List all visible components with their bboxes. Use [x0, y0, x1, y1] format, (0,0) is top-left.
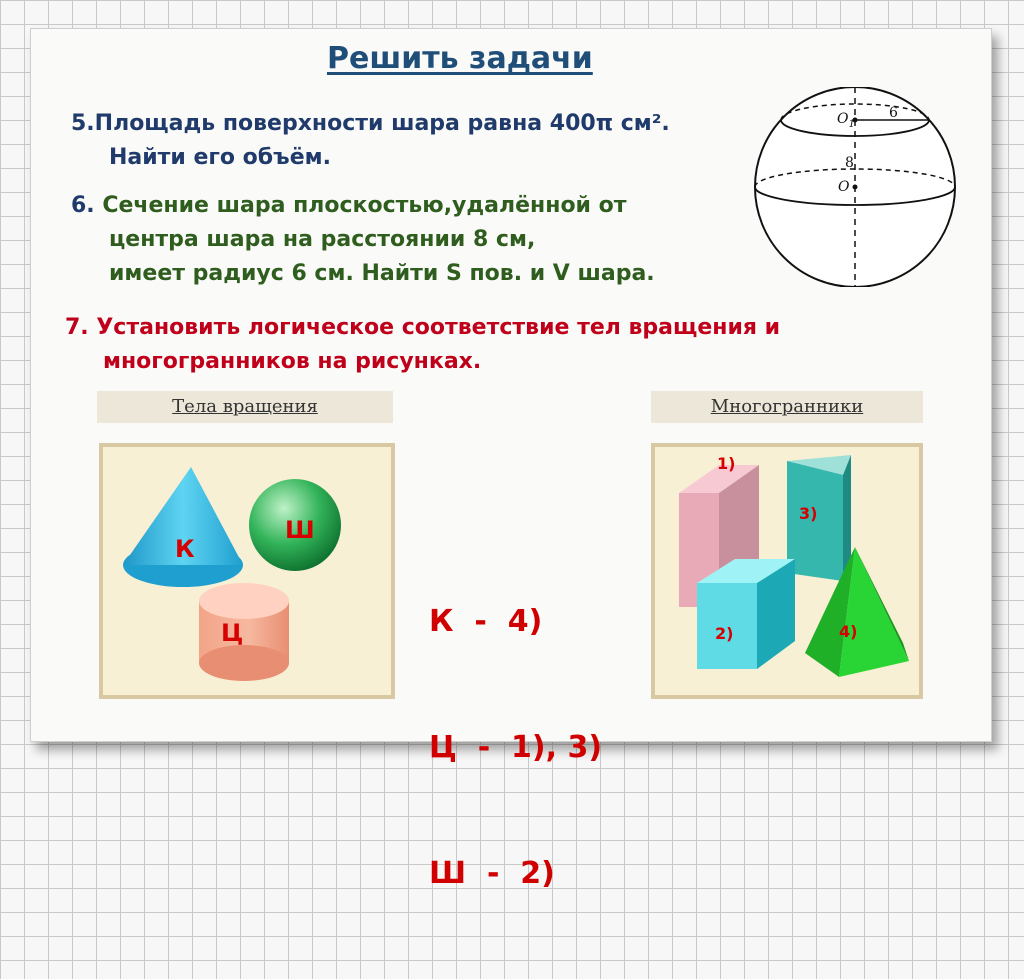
polyhedra-heading: Многогранники — [651, 391, 923, 423]
slide — [30, 28, 992, 891]
sphere-shape — [249, 479, 341, 571]
task-5-line-2: Найти его объём. — [109, 145, 331, 170]
task-6-number: 6. — [71, 193, 95, 218]
bodies-of-revolution-panel — [99, 443, 395, 699]
cylinder-shape — [199, 583, 289, 681]
task-5-line-1: Площадь поверхности шара равна 400π см². — [94, 111, 670, 136]
polyhedra-panel — [651, 443, 923, 699]
task-5-number: 5. — [71, 111, 95, 136]
task-6-line-3: имеет радиус 6 см. Найти S пов. и V шара. — [109, 261, 655, 286]
label-distance-8: 8 — [845, 155, 854, 171]
label-radius-6: 6 — [889, 105, 898, 121]
page-title: Решить задачи — [327, 41, 593, 76]
polyhedron-2-cube — [697, 559, 795, 669]
center-o — [853, 185, 858, 190]
polyhedron-3-label: 3) — [799, 504, 818, 523]
answer-line-1: К - 4) — [429, 604, 543, 639]
polyhedron-2-label: 2) — [715, 624, 734, 643]
task-6-line-2: центра шара на расстоянии 8 см, — [109, 227, 536, 252]
cone-label: К — [175, 535, 195, 563]
task-7-line-2: многогранников на рисунках. — [103, 349, 482, 374]
task-7 — [65, 311, 780, 379]
label-o1: $O_1$ — [837, 111, 855, 130]
polyhedron-4-label: 4) — [839, 622, 858, 641]
answer-line-2: Ц - 1), 3) — [429, 730, 603, 765]
task-5 — [71, 107, 670, 175]
task-6 — [71, 189, 655, 291]
polyhedron-1-label: 1) — [717, 454, 736, 473]
answers-block — [429, 517, 602, 979]
label-o: O — [838, 179, 850, 195]
polyhedron-3-prism — [787, 455, 851, 581]
cylinder-label: Ц — [221, 619, 244, 647]
bodies-of-revolution-heading: Тела вращения — [97, 391, 393, 423]
cone-shape — [123, 467, 243, 587]
task-7-line-1: Установить логическое соответствие тел вращения и — [96, 315, 781, 340]
sphere-section-figure — [749, 87, 969, 287]
task-7-number: 7. — [65, 315, 89, 340]
task-6-line-1: Сечение шара плоскостью,удалённой от — [102, 193, 627, 218]
sphere-label: Ш — [285, 516, 315, 544]
answer-line-3: Ш - 2) — [429, 856, 555, 891]
